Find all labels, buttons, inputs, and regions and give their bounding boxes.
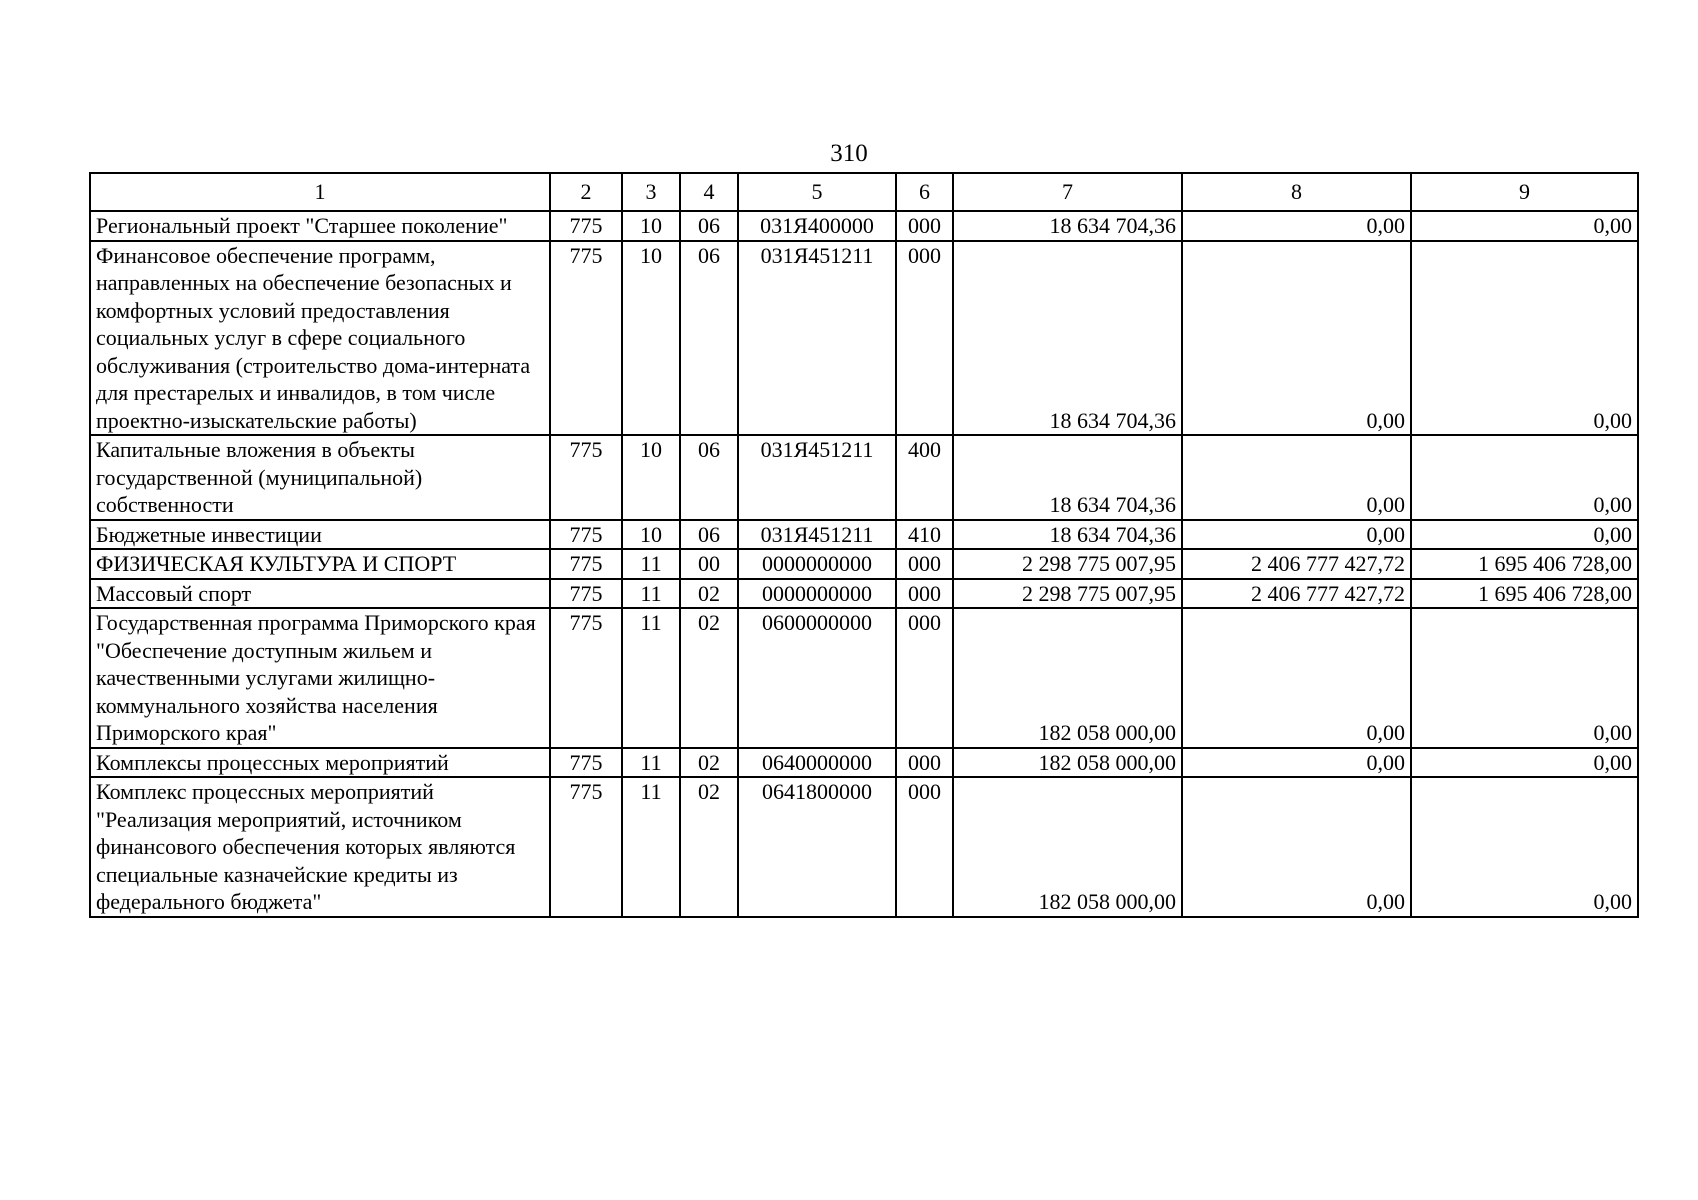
- row-name: Комплексы процессных мероприятий: [90, 748, 550, 778]
- row-code-2: 775: [550, 520, 622, 550]
- row-code-2: 775: [550, 579, 622, 609]
- row-code-3: 10: [622, 211, 680, 241]
- row-amount-8: 0,00: [1182, 608, 1411, 748]
- row-code-6: 000: [896, 608, 953, 748]
- row-code-2: 775: [550, 549, 622, 579]
- row-amount-8: 0,00: [1182, 520, 1411, 550]
- row-code-2: 775: [550, 211, 622, 241]
- table-row: [90, 211, 1638, 241]
- row-amount-9: 0,00: [1411, 520, 1638, 550]
- row-amount-7: 182 058 000,00: [953, 608, 1182, 748]
- row-code-5: 031Я451211: [738, 241, 896, 436]
- row-amount-8: 0,00: [1182, 748, 1411, 778]
- row-code-2: 775: [550, 435, 622, 520]
- row-code-4: 06: [680, 241, 738, 436]
- row-code-6: 000: [896, 241, 953, 436]
- column-header-7: 7: [953, 173, 1182, 211]
- row-amount-9: 0,00: [1411, 435, 1638, 520]
- row-code-6: 000: [896, 748, 953, 778]
- row-code-3: 10: [622, 520, 680, 550]
- table-row: [90, 777, 1638, 917]
- page-number: 310: [830, 140, 868, 167]
- column-header-2: 2: [550, 173, 622, 211]
- row-code-2: 775: [550, 748, 622, 778]
- row-code-5: 031Я400000: [738, 211, 896, 241]
- row-amount-9: 0,00: [1411, 777, 1638, 917]
- table-header-row: [90, 173, 1638, 211]
- row-amount-7: 182 058 000,00: [953, 777, 1182, 917]
- column-header-4: 4: [680, 173, 738, 211]
- row-code-5: 031Я451211: [738, 520, 896, 550]
- row-amount-9: 1 695 406 728,00: [1411, 579, 1638, 609]
- row-code-3: 11: [622, 777, 680, 917]
- row-amount-7: 2 298 775 007,95: [953, 549, 1182, 579]
- row-amount-7: 18 634 704,36: [953, 211, 1182, 241]
- row-amount-9: 0,00: [1411, 748, 1638, 778]
- row-name: ФИЗИЧЕСКАЯ КУЛЬТУРА И СПОРТ: [90, 549, 550, 579]
- table-row: [90, 579, 1638, 609]
- table-row: [90, 549, 1638, 579]
- row-code-5: 0000000000: [738, 549, 896, 579]
- row-code-6: 000: [896, 579, 953, 609]
- column-header-5: 5: [738, 173, 896, 211]
- row-name: Бюджетные инвестиции: [90, 520, 550, 550]
- row-amount-8: 0,00: [1182, 777, 1411, 917]
- table-row: [90, 435, 1638, 520]
- row-code-5: 0641800000: [738, 777, 896, 917]
- row-amount-7: 18 634 704,36: [953, 520, 1182, 550]
- row-code-4: 06: [680, 211, 738, 241]
- row-code-4: 02: [680, 608, 738, 748]
- row-code-3: 10: [622, 435, 680, 520]
- row-code-4: 00: [680, 549, 738, 579]
- table-row: [90, 608, 1638, 748]
- row-code-6: 000: [896, 549, 953, 579]
- row-code-3: 11: [622, 608, 680, 748]
- row-code-6: 000: [896, 777, 953, 917]
- row-amount-8: 0,00: [1182, 211, 1411, 241]
- row-code-4: 02: [680, 579, 738, 609]
- row-code-4: 02: [680, 748, 738, 778]
- row-amount-7: 18 634 704,36: [953, 435, 1182, 520]
- row-code-4: 02: [680, 777, 738, 917]
- row-amount-8: 2 406 777 427,72: [1182, 549, 1411, 579]
- column-header-9: 9: [1411, 173, 1638, 211]
- row-code-6: 410: [896, 520, 953, 550]
- row-code-5: 031Я451211: [738, 435, 896, 520]
- row-amount-9: 0,00: [1411, 211, 1638, 241]
- row-amount-8: 2 406 777 427,72: [1182, 579, 1411, 609]
- row-amount-7: 182 058 000,00: [953, 748, 1182, 778]
- table-row: [90, 520, 1638, 550]
- row-amount-8: 0,00: [1182, 241, 1411, 436]
- column-header-8: 8: [1182, 173, 1411, 211]
- row-code-4: 06: [680, 520, 738, 550]
- row-amount-8: 0,00: [1182, 435, 1411, 520]
- row-amount-9: 0,00: [1411, 608, 1638, 748]
- row-amount-7: 18 634 704,36: [953, 241, 1182, 436]
- row-name: Региональный проект "Старшее поколение": [90, 211, 550, 241]
- row-code-3: 11: [622, 549, 680, 579]
- row-code-5: 0600000000: [738, 608, 896, 748]
- row-name: Комплекс процессных мероприятий "Реализация мероприятий, источником финансового обеспечения которых являются специальные казначейские кредиты из федерального бюджета": [90, 777, 550, 917]
- row-code-3: 11: [622, 579, 680, 609]
- row-code-2: 775: [550, 241, 622, 436]
- row-code-3: 10: [622, 241, 680, 436]
- row-code-4: 06: [680, 435, 738, 520]
- column-header-3: 3: [622, 173, 680, 211]
- row-amount-7: 2 298 775 007,95: [953, 579, 1182, 609]
- row-code-5: 0640000000: [738, 748, 896, 778]
- row-name: Финансовое обеспечение программ, направленных на обеспечение безопасных и комфортных условий предоставления социальных услуг в сфере социального обслуживания (строительство дома-интерната для престарелых и инвалидов, в том числе проектно-изыскательские работы): [90, 241, 550, 436]
- row-name: Массовый спорт: [90, 579, 550, 609]
- row-code-6: 000: [896, 211, 953, 241]
- row-amount-9: 1 695 406 728,00: [1411, 549, 1638, 579]
- column-header-6: 6: [896, 173, 953, 211]
- budget-table: [89, 172, 1639, 918]
- row-name: Государственная программа Приморского края "Обеспечение доступным жильем и качественными услугами жилищно-коммунального хозяйства населения Приморского края": [90, 608, 550, 748]
- column-header-1: 1: [90, 173, 550, 211]
- row-code-2: 775: [550, 608, 622, 748]
- row-code-2: 775: [550, 777, 622, 917]
- table-row: [90, 241, 1638, 436]
- table-row: [90, 748, 1638, 778]
- row-code-3: 11: [622, 748, 680, 778]
- row-amount-9: 0,00: [1411, 241, 1638, 436]
- row-code-5: 0000000000: [738, 579, 896, 609]
- row-name: Капитальные вложения в объекты государственной (муниципальной) собственности: [90, 435, 550, 520]
- row-code-6: 400: [896, 435, 953, 520]
